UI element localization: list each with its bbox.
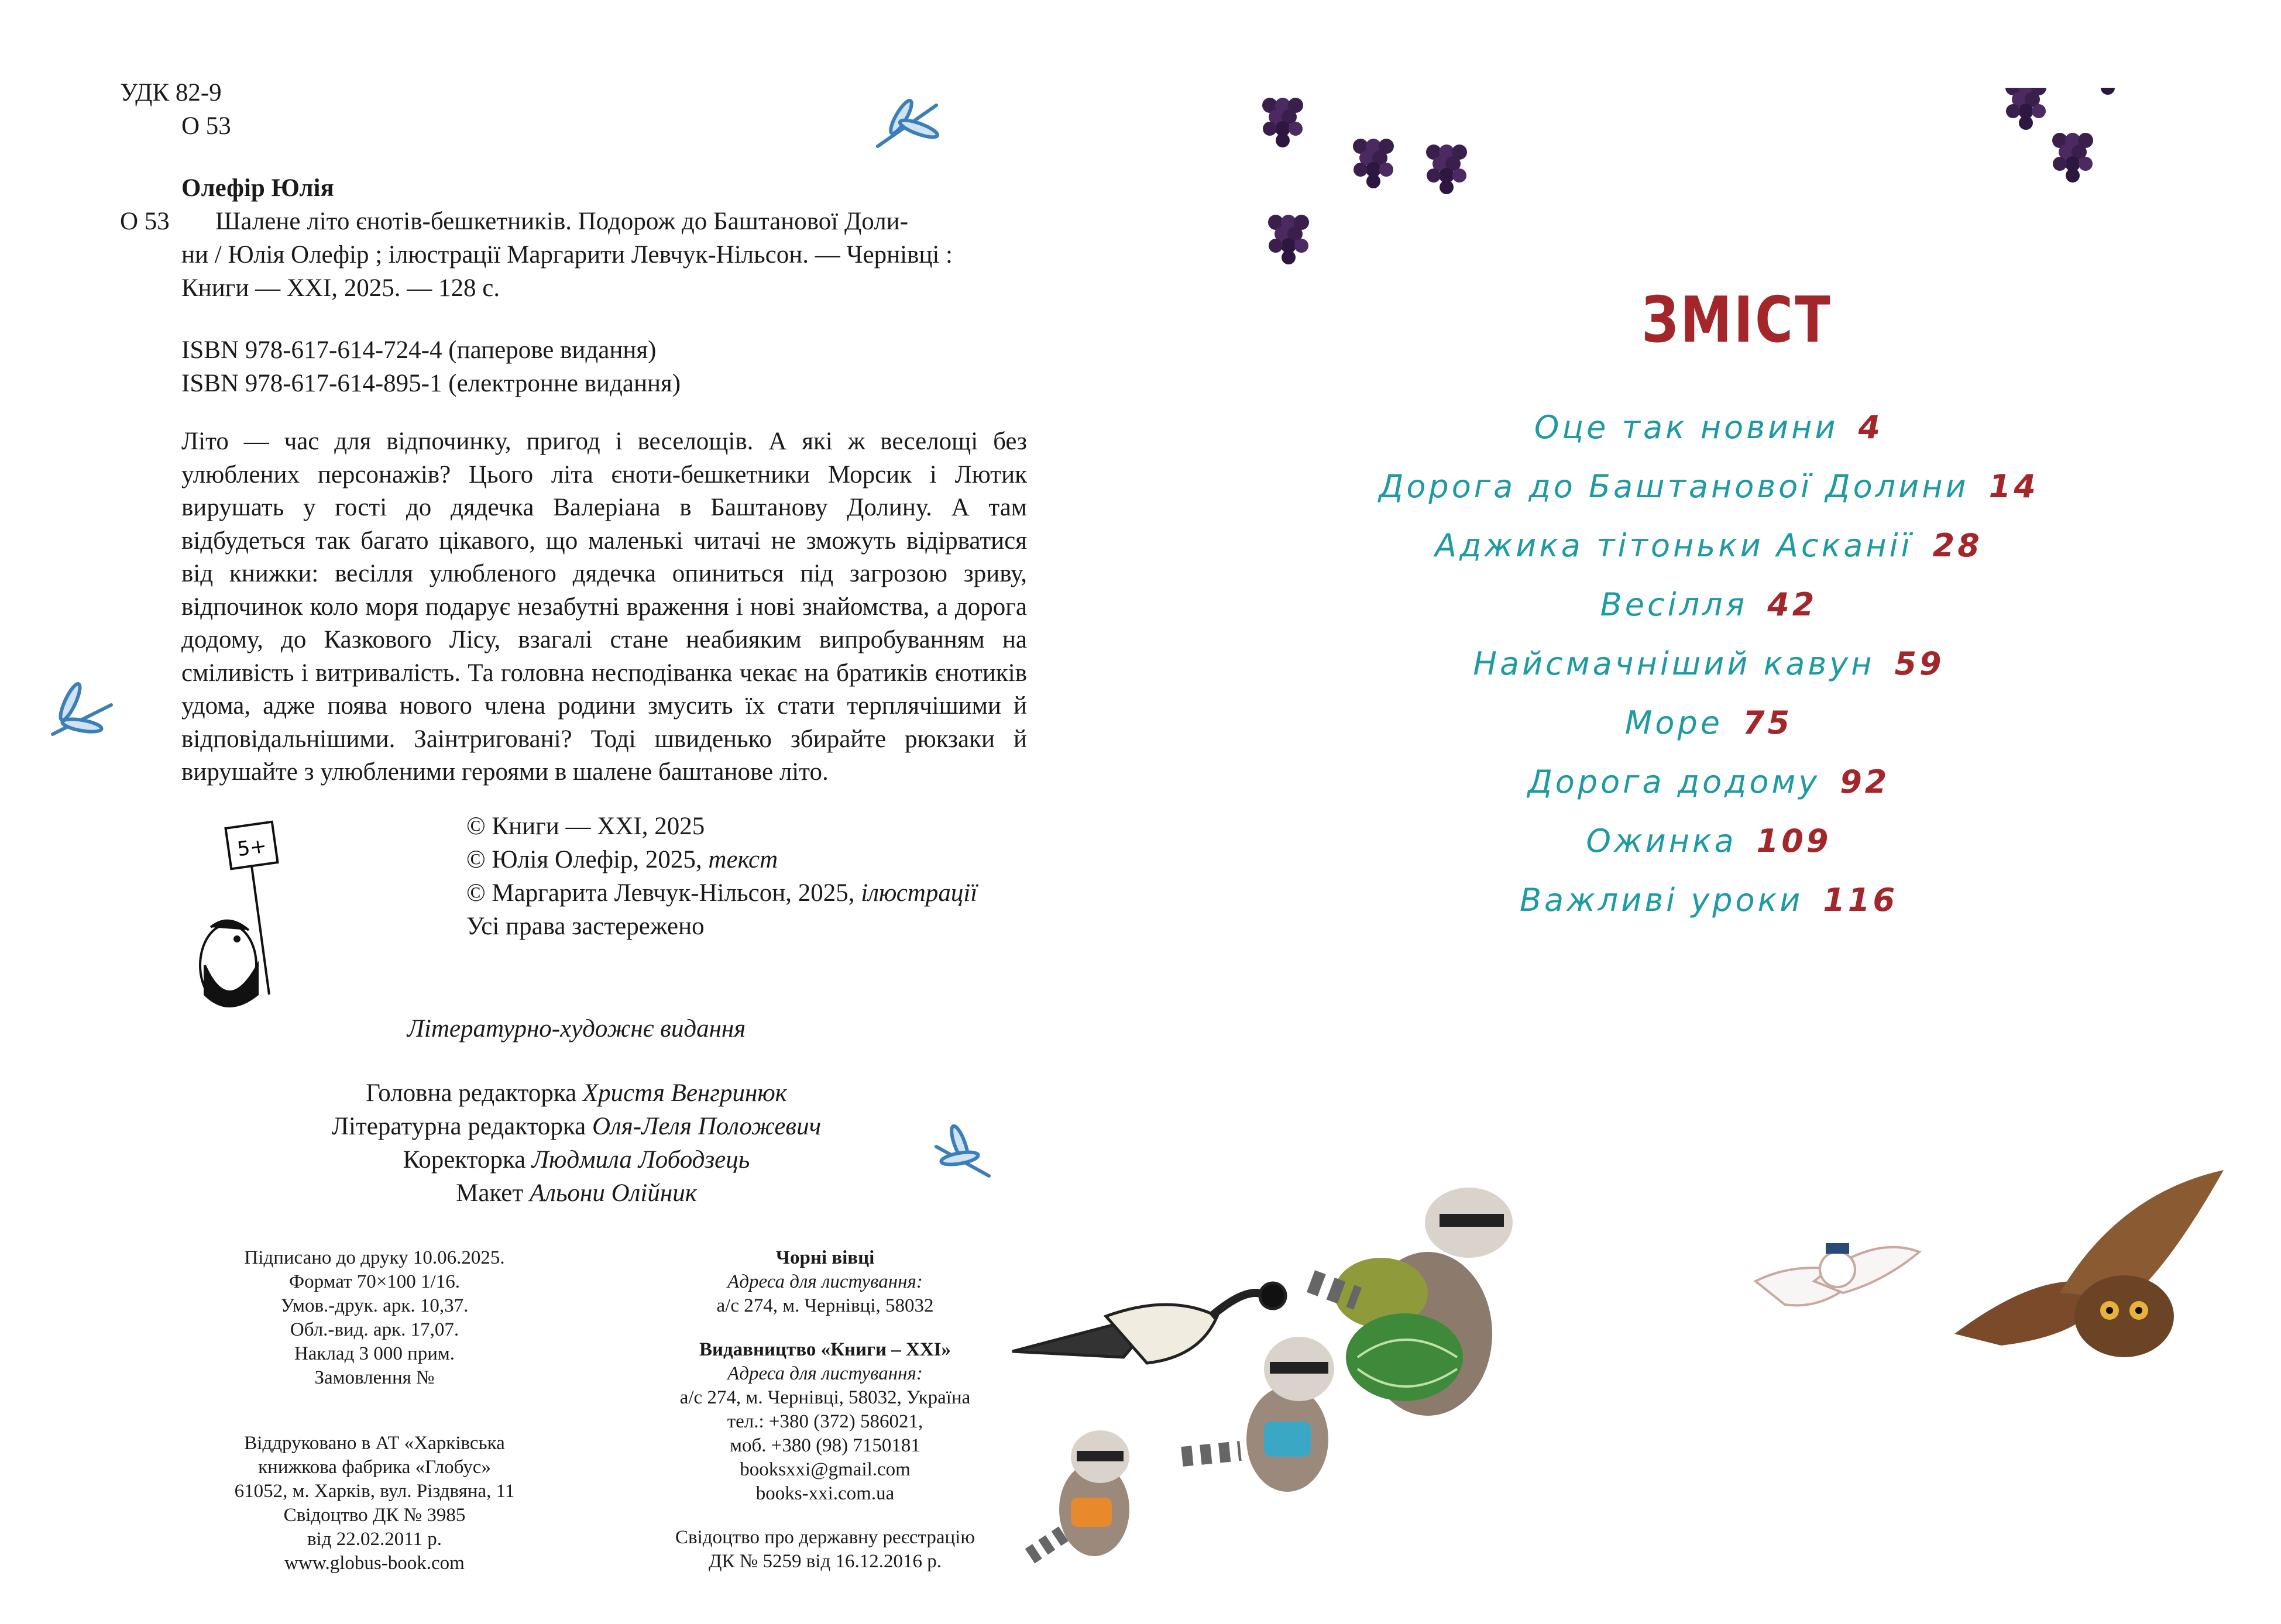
printing-line: www.globus-book.com (284, 1553, 465, 1574)
author-mark: О 53 (181, 112, 231, 140)
toc-entry-page: 14 (1988, 468, 2039, 505)
publisher-line: тел.: +380 (372) 586021, (727, 1411, 923, 1432)
toc-entry[interactable] (1317, 398, 2101, 457)
character-with-age-sign (193, 819, 298, 1018)
credit-line: Головна редакторка Христя Венгринюк (366, 1079, 787, 1107)
owl (1954, 1170, 2224, 1357)
toc-entry-page: 75 (1742, 704, 1793, 741)
raccoon-middle (1182, 1337, 1334, 1492)
toc-entry-page: 109 (1756, 823, 1832, 859)
toc-entry-page: 116 (1823, 882, 1898, 918)
catalog-code: О 53 (120, 208, 170, 235)
credit-line: Коректорка Людмила Лободзець (403, 1146, 750, 1174)
toc-entry-title: Дорога до Баштанової Долини (1379, 468, 1969, 505)
toc-entry[interactable] (1317, 871, 2101, 930)
toc-entry[interactable] (1317, 516, 2101, 575)
printing-line: Віддруковано в АТ «Харківська (244, 1433, 505, 1454)
dragonfly-icon (866, 94, 948, 152)
publisher-info (614, 1246, 1036, 1574)
toc-entry[interactable] (1317, 457, 2101, 516)
credit-line: Макет Альони Олійник (456, 1179, 697, 1207)
toc-entry[interactable] (1317, 634, 2101, 693)
author-name: Олефір Юлія (181, 174, 334, 202)
registration-line: Свідоцтво про державну реєстрацію (675, 1527, 975, 1548)
toc-entry[interactable] (1317, 693, 2101, 752)
publisher-line: а/с 274, м. Чернівці, 58032, Україна (679, 1387, 971, 1408)
toc-entry-title: Море (1624, 704, 1723, 741)
isbn-print: ISBN 978-617-614-724-4 (паперове видання) (181, 336, 657, 364)
toc-heading: ЗМІСТ (1641, 284, 1833, 357)
copyright-line: © Книги — XXI, 2025 (466, 813, 705, 840)
table-of-contents (1317, 398, 2101, 930)
copyright-line: Усі права застережено (466, 913, 705, 940)
printing-line: Умов.-друк. арк. 10,37. (280, 1295, 469, 1316)
toc-entry-title: Найсмачніший кавун (1473, 645, 1875, 682)
printing-line: Замовлення № (314, 1367, 435, 1388)
toc-entry[interactable] (1317, 811, 2101, 871)
address-label: Адреса для листування: (727, 1363, 923, 1384)
address-label: Адреса для листування: (727, 1271, 923, 1292)
udk-code: УДК 82-9 (120, 79, 222, 106)
imprint-address: а/с 274, м. Чернівці, 58032 (716, 1295, 934, 1316)
white-bird (1756, 1243, 1919, 1305)
raccoon-small (1030, 1430, 1129, 1556)
toc-entry-page: 28 (1932, 527, 1983, 564)
annotation-text: Літо — час для відпочинку, пригод і веселощів. А які ж веселощі без улюблених персонажів? Цього літа єноти-бешкетники Морсик і Лютик вирушать у гості до дядечка Валеріана в Баштанову Долину. А там відбудеться так багато цікавого, що маленькі читачі не зможуть відірватися від книжки: весілля улюбленого дядечка опиниться під загрозою зриву, відпочинок коло моря подарує незабутні враження і нові знайомства, а дорога додому, до Казкового Лісу, взагалі стане неабияким випробуванням на сміливість і витривалість. Та головна несподіванка чекає на братиків єнотиків удома, адже поява нового члена родини змусить їх стати терплячішими й відповідальнішими. Заінтриговані? Тоді швиденько збирайте рюкзаки й вирушайте з улюбленими героями в шалене баштанове літо. (181, 428, 1027, 786)
raccoon-large (1311, 1188, 1513, 1416)
publisher-line: моб. +380 (98) 7150181 (730, 1435, 920, 1456)
biblio-line: Книги — XXI, 2025. — 128 с. (181, 274, 500, 302)
toc-entry-title: Важливі уроки (1519, 882, 1803, 918)
printing-line: від 22.02.2011 р. (307, 1529, 442, 1550)
genre-label: Літературно-художнє видання (407, 1015, 746, 1042)
blackberries-illustration (1252, 88, 2142, 287)
animal-procession-illustration (1006, 1147, 2253, 1615)
printing-line: книжкова фабрика «Глобус» (258, 1457, 491, 1478)
toc-entry[interactable] (1317, 752, 2101, 811)
bibliographic-description (181, 205, 1027, 305)
printing-line: Підписано до друку 10.06.2025. (244, 1247, 505, 1268)
toc-entry-title: Аджика тітоньки Асканії (1435, 527, 1913, 564)
printing-line: Наклад 3 000 прим. (294, 1343, 455, 1364)
annotation (181, 425, 1027, 789)
biblio-line: ни / Юлія Олефір ; ілюстрації Маргарити Левчук-Нільсон. — Чернівці : (181, 241, 953, 269)
publisher-name: Видавництво «Книги – XXI» (699, 1339, 951, 1360)
printing-info (135, 1246, 614, 1575)
age-sign-text: 5+ (235, 834, 269, 862)
toc-entry-page: 92 (1840, 763, 1890, 800)
copyright-line: © Маргарита Левчук-Нільсон, 2025, ілюстрації (466, 879, 978, 907)
dragonfly-icon (925, 1123, 1001, 1182)
credit-line: Літературна редакторка Оля-Леля Положевич (331, 1113, 822, 1140)
udk-block (120, 76, 231, 143)
isbn-block (181, 333, 681, 400)
toc-entry[interactable] (1317, 575, 2101, 634)
toc-entry-title: Весілля (1600, 586, 1748, 623)
printing-spacer (135, 1390, 614, 1414)
toc-entry-title: Ожинка (1586, 823, 1737, 859)
toc-entry-page: 4 (1858, 409, 1884, 446)
toc-entry-page: 59 (1894, 645, 1945, 682)
dragonfly-icon (35, 679, 117, 743)
copyright-line: © Юлія Олефір, 2025, текст (466, 846, 778, 873)
publisher-line: booksxxi@gmail.com (740, 1459, 911, 1480)
printing-line: Формат 70×100 1/16. (289, 1271, 460, 1292)
toc-entry-title: Оце так новини (1534, 409, 1839, 446)
publisher-line: books-xxi.com.ua (755, 1483, 895, 1504)
imprint-name: Чорні вівці (775, 1247, 875, 1268)
printing-line: Свідоцтво ДК № 3985 (283, 1505, 466, 1526)
toc-entry-page: 42 (1767, 586, 1818, 623)
printing-line: 61052, м. Харків, вул. Різдвяна, 11 (234, 1481, 515, 1502)
toc-entry-title: Дорога додому (1527, 763, 1820, 800)
isbn-electronic: ISBN 978-617-614-895-1 (електронне видання) (181, 370, 681, 397)
copyright-block (466, 810, 977, 943)
registration-line: ДК № 5259 від 16.12.2016 р. (708, 1551, 942, 1572)
printing-line: Обл.-вид. арк. 17,07. (290, 1319, 459, 1340)
biblio-line: Шалене літо єнотів-бешкетників. Подорож до Баштанової Доли- (215, 208, 909, 235)
goose (1012, 1283, 1286, 1363)
